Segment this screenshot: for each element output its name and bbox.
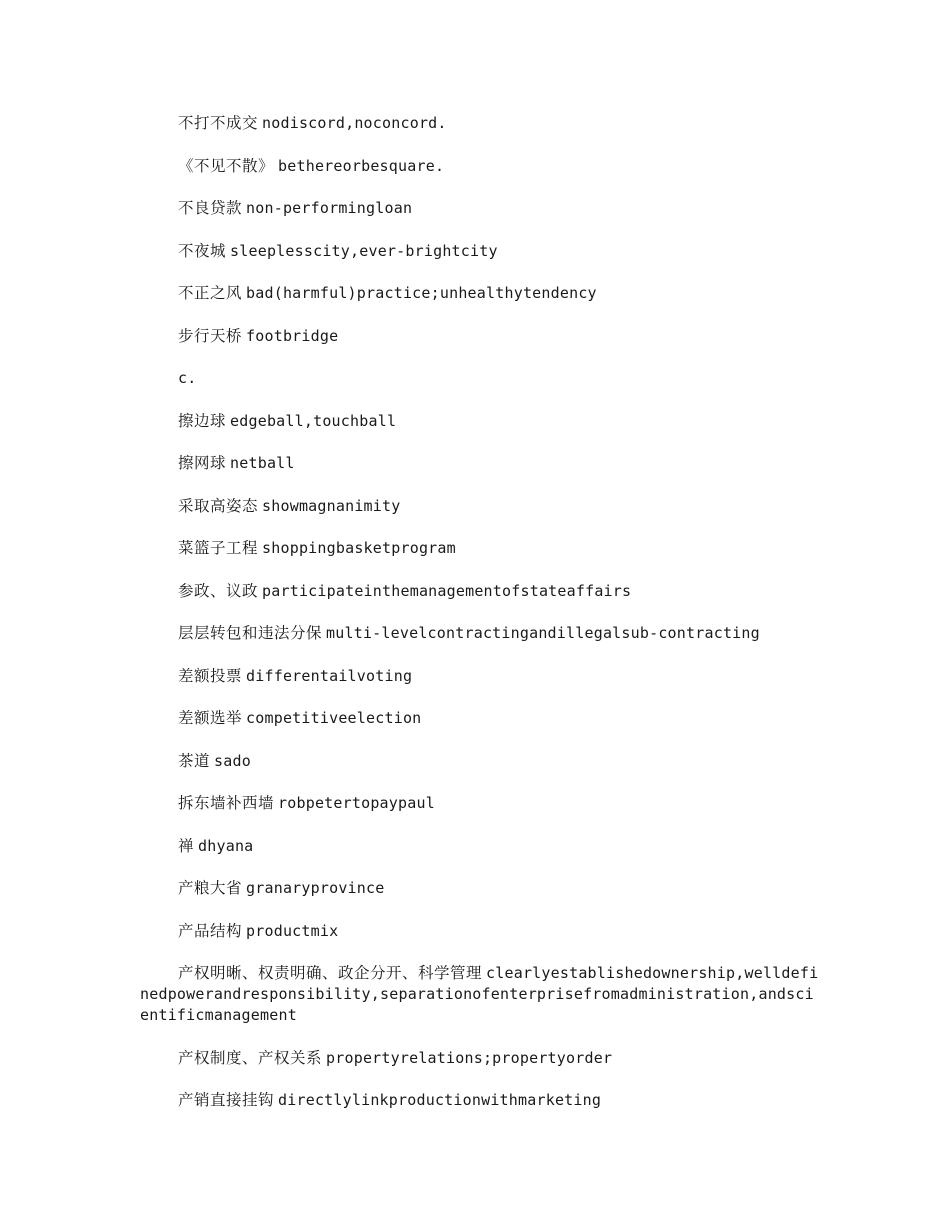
english-translation: propertyrelations;propertyorder: [326, 1048, 613, 1067]
english-translation: robpetertopaypaul: [278, 794, 435, 812]
glossary-entry: [140, 921, 820, 942]
chinese-term: 差额投票: [178, 666, 243, 685]
english-translation: edgeball,touchball: [230, 411, 397, 430]
chinese-term: 差额选举: [178, 709, 243, 727]
english-translation: bethereorbesquare.: [278, 156, 445, 175]
chinese-term: 擦网球: [178, 454, 227, 472]
glossary-entry: [140, 283, 820, 304]
glossary-entry: [140, 623, 820, 644]
glossary-entry: [140, 836, 820, 857]
chinese-term: 不夜城: [178, 241, 227, 260]
english-translation: netball: [230, 454, 295, 472]
glossary-entry: [140, 963, 820, 1026]
glossary-entry: [140, 198, 820, 219]
english-translation: footbridge: [246, 326, 339, 345]
glossary-entry: [140, 156, 820, 177]
chinese-term: 禅: [178, 836, 195, 855]
chinese-term: 不良贷款: [178, 199, 243, 217]
chinese-term: 茶道: [178, 751, 211, 770]
english-translation: sado: [214, 751, 251, 770]
english-translation: multi-levelcontractingandillegalsub-contracting: [326, 624, 760, 642]
chinese-term: 擦边球: [178, 411, 227, 430]
chinese-term: 拆东墙补西墙: [178, 794, 275, 812]
chinese-term: 菜篮子工程: [178, 539, 259, 557]
glossary-entry: [140, 581, 820, 602]
glossary-entry: [140, 1048, 820, 1069]
chinese-term: 产权明晰、权责明确、政企分开、科学管理: [178, 964, 483, 982]
english-translation: differentailvoting: [246, 666, 413, 685]
glossary-entry: [140, 411, 820, 432]
section-letter: [140, 368, 820, 389]
english-translation: productmix: [246, 921, 339, 940]
glossary-entry: [140, 496, 820, 517]
glossary-entry: [140, 326, 820, 347]
glossary-entry: [140, 793, 820, 814]
glossary-entry: [140, 666, 820, 687]
glossary-entry: [140, 113, 820, 134]
chinese-term: 《不见不散》: [178, 156, 275, 175]
english-translation: non-performingloan: [246, 199, 413, 217]
english-translation: shoppingbasketprogram: [262, 539, 456, 557]
glossary-entry: [140, 1090, 820, 1111]
english-translation: nodiscord,noconcord.: [262, 114, 447, 132]
glossary-entry: [140, 708, 820, 729]
chinese-term: 产权制度、产权关系: [178, 1048, 323, 1067]
english-translation: bad(harmful)practice;unhealthytendency: [246, 284, 597, 302]
chinese-term: 步行天桥: [178, 326, 243, 345]
english-translation: sleeplesscity,ever-brightcity: [230, 241, 498, 260]
glossary-entry: [140, 241, 820, 262]
glossary-list: [140, 113, 820, 1133]
chinese-term: 参政、议政: [178, 581, 259, 600]
english-translation: dhyana: [198, 836, 254, 855]
chinese-term: 产销直接挂钩: [178, 1091, 275, 1109]
english-translation: clearlyestablishedownership,welldefinedpowerandresponsibility,separationofenterprisefromadministration,andscientificmanagement: [140, 964, 819, 1024]
chinese-term: 采取高姿态: [178, 496, 259, 515]
english-translation: granaryprovince: [246, 879, 385, 897]
glossary-entry: [140, 538, 820, 559]
chinese-term: 产粮大省: [178, 879, 243, 897]
english-translation: directlylinkproductionwithmarketing: [278, 1091, 602, 1109]
section-letter-label: c.: [178, 369, 197, 387]
chinese-term: 层层转包和违法分保: [178, 624, 323, 642]
glossary-entry: [140, 878, 820, 899]
english-translation: competitiveelection: [246, 709, 422, 727]
english-translation: showmagnanimity: [262, 496, 401, 515]
chinese-term: 不正之风: [178, 284, 243, 302]
chinese-term: 不打不成交: [178, 114, 259, 132]
glossary-entry: [140, 751, 820, 772]
glossary-entry: [140, 453, 820, 474]
chinese-term: 产品结构: [178, 921, 243, 940]
english-translation: participateinthemanagementofstateaffairs: [262, 581, 632, 600]
